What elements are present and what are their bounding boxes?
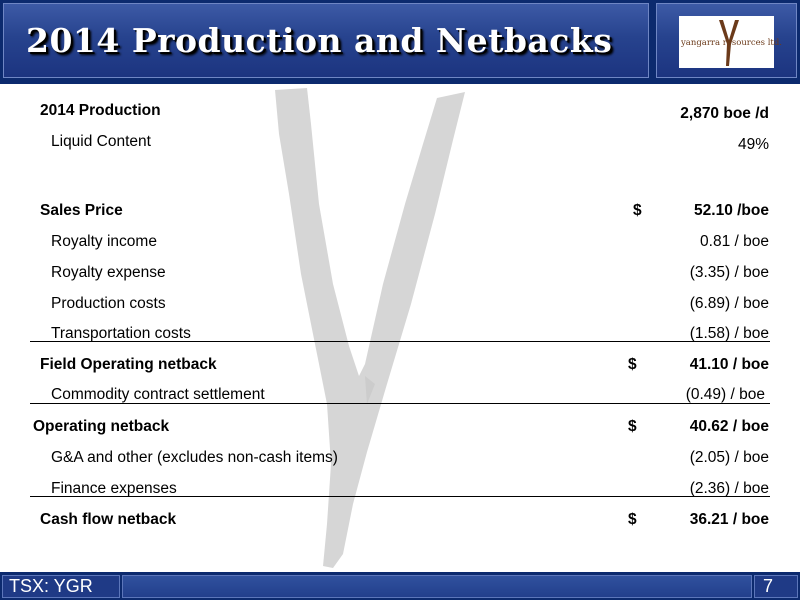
row-liquid-content: [0, 127, 800, 158]
row-g-and-a: [0, 443, 800, 474]
row-label: 2014 Production: [40, 102, 161, 119]
row-label: Production costs: [51, 295, 166, 312]
row-label: Operating netback: [33, 418, 170, 435]
row-label: Field Operating netback: [40, 356, 217, 373]
row-sales-price: [0, 196, 800, 227]
slide-title: 2014 Production and Netbacks: [26, 21, 613, 60]
footer-bar: [122, 575, 752, 598]
row-currency: $: [628, 418, 637, 435]
row-currency: $: [633, 202, 642, 219]
logo-panel: [656, 3, 797, 78]
row-transportation-costs: [0, 319, 800, 350]
ticker-symbol: TSX: YGR: [9, 576, 93, 596]
row-value: 49%: [737, 136, 769, 153]
row-label: Transportation costs: [51, 325, 191, 342]
row-royalty-income: [0, 227, 800, 258]
row-2014-production: [0, 96, 800, 127]
row-value: (1.58) / boe: [689, 325, 769, 342]
slide-footer: [0, 572, 800, 600]
row-value: 0.81 / boe: [700, 233, 769, 250]
title-panel: [3, 3, 649, 78]
company-logo: [679, 16, 782, 68]
row-label: Royalty expense: [51, 264, 166, 281]
row-label: Royalty income: [51, 233, 157, 250]
row-value: 52.10 /boe: [694, 202, 769, 219]
row-production-costs: [0, 289, 800, 320]
row-label: Cash flow netback: [40, 511, 177, 528]
slide-header: [0, 0, 800, 84]
row-value: (3.35) / boe: [689, 264, 769, 281]
row-commodity-contract: [0, 380, 800, 411]
logo-text: yangarra resources ltd.: [681, 38, 782, 48]
row-value: 40.62 / boe: [689, 418, 769, 435]
row-label: Liquid Content: [51, 133, 151, 150]
row-value: 36.21 / boe: [689, 511, 769, 528]
row-value: 41.10 / boe: [689, 356, 769, 373]
page-number: 7: [763, 576, 774, 596]
row-value: (2.36) / boe: [689, 480, 769, 497]
row-value: (6.89) / boe: [689, 295, 769, 312]
row-operating-netback: [0, 412, 800, 443]
total-rule: [30, 496, 770, 497]
row-label: G&A and other (excludes non-cash items): [51, 449, 338, 466]
row-currency: $: [628, 356, 637, 373]
row-label: Finance expenses: [51, 480, 177, 497]
row-value: 2,870 boe /d: [680, 105, 769, 122]
subtotal-rule: [30, 403, 770, 404]
page-number-panel: [754, 575, 798, 598]
row-value: (2.05) / boe: [689, 449, 769, 466]
row-value: (0.49) / boe: [685, 386, 765, 403]
row-label: Sales Price: [40, 202, 123, 219]
subtotal-rule: [30, 341, 770, 342]
row-cash-flow-netback: [0, 505, 800, 536]
row-label: Commodity contract settlement: [51, 386, 265, 403]
ticker-panel: [2, 575, 120, 598]
row-currency: $: [628, 511, 637, 528]
row-finance-expenses: [0, 474, 800, 505]
row-royalty-expense: [0, 258, 800, 289]
row-field-operating-netback: [0, 350, 800, 381]
